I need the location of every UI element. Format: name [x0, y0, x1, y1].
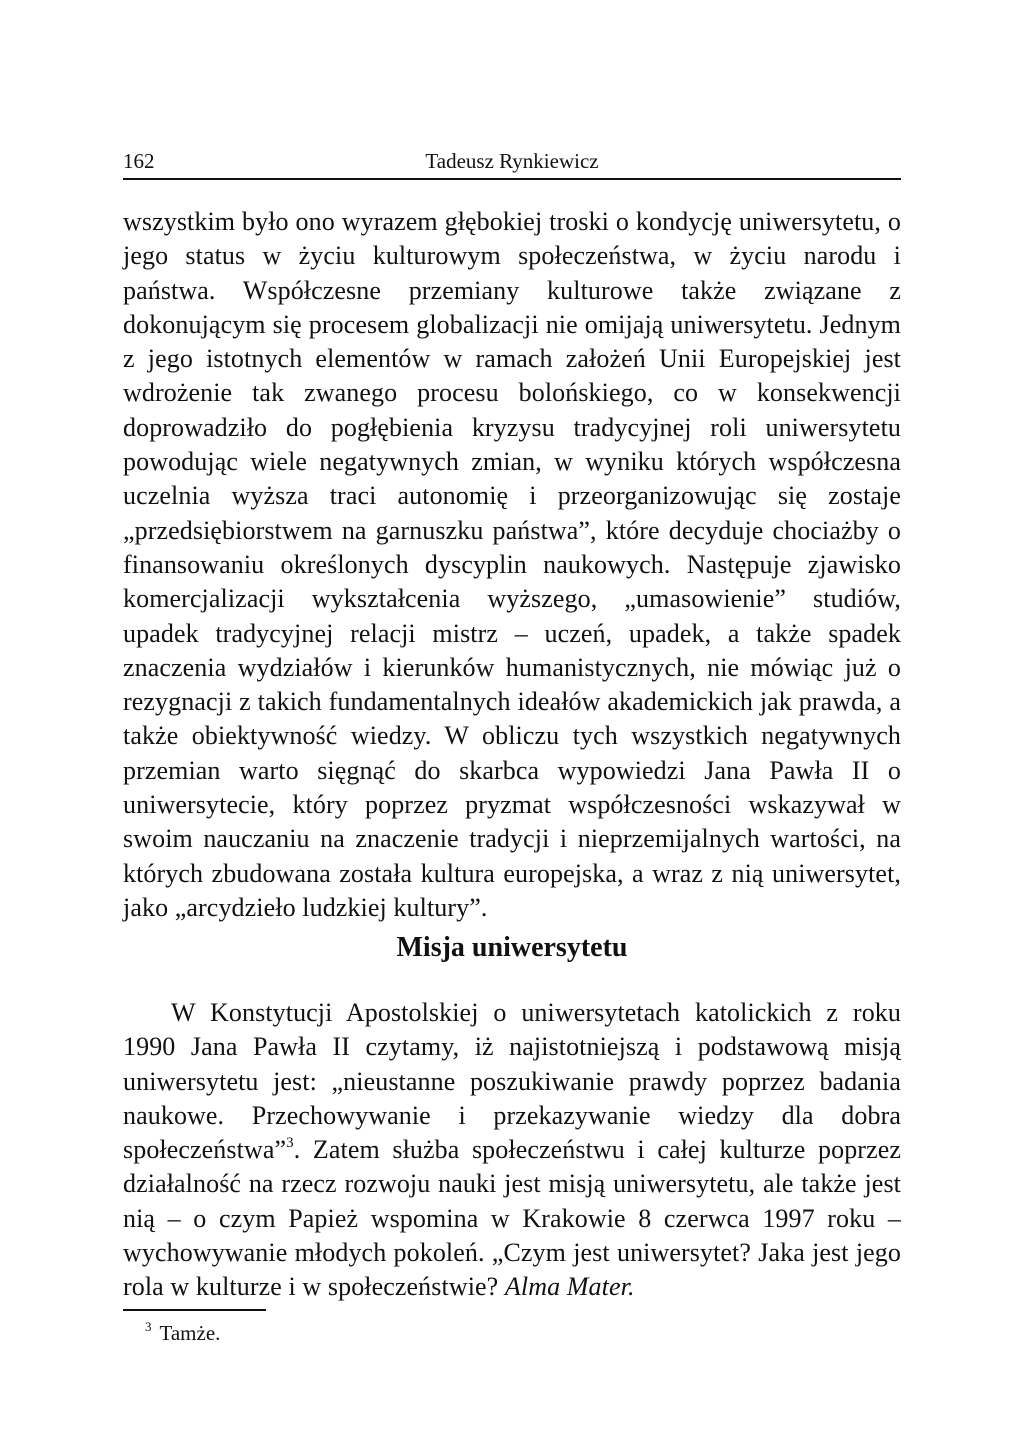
section-heading: Misja uniwersytetu	[396, 932, 628, 963]
running-head-author: Tadeusz Rynkiewicz	[425, 149, 599, 173]
document-page	[123, 0, 901, 1447]
page-number: 162	[123, 149, 155, 173]
footnote	[145, 1318, 220, 1348]
footnote-reference[interactable]: 3	[286, 1135, 294, 1152]
footnote-text: Tamże.	[159, 1321, 221, 1345]
header-rule	[123, 178, 901, 180]
footnote-separator	[123, 1309, 266, 1311]
footnote-number: 3	[145, 1319, 152, 1334]
italic-text: Alma Mater.	[504, 1272, 635, 1302]
body-paragraph: wszystkim było ono wyrazem głębokiej troski o kondycję uniwersytetu, o jego status w życiu kulturowym społeczeństwa, w życiu narodu i państwa. Współczesne przemiany kulturowe także związane z dokonującym się procesem globalizacji nie omijają uniwersytetu. Jednym z jego istotnych elementów w ramach założeń Unii Europejskiej jest wdrożenie tak zwanego procesu bolońskiego, co w konsekwencji doprowadziło do pogłębienia kryzysu tradycyjnej roli uniwersytetu powodując wiele negatywnych zmian, w wyniku których współczesna uczelnia wyższa traci autonomię i przeorganizowując się zostaje „przedsiębiorstwem na garnuszku państwa”, które decyduje chociażby o finansowaniu określonych dyscyplin naukowych. Następuje zjawisko komercjalizacji wykształcenia wyższego, „umasowienie” studiów, upadek tradycyjnej relacji mistrz – uczeń, upadek, a także spadek znaczenia wydziałów i kierunków humanistycznych, nie mówiąc już o rezygnacji z takich fundamentalnych ideałów akademickich jak prawda, a także obiektywność wiedzy. W obliczu tych wszystkich negatywnych przemian warto sięgnąć do skarbca wypowiedzi Jana Pawła II o uniwersytecie, który poprzez pryzmat współczesności wskazywał w swoim nauczaniu na znaczenie tradycji i nieprzemijalnych wartości, na których zbudowana została kultura europejska, a wraz z nią uniwersytet, jako „arcydzieło ludzkiej kultury”.	[123, 207, 901, 922]
body-paragraph	[123, 996, 901, 1305]
paragraph-text: W Konstytucji Apostolskiej o uniwersytetach katolickich z roku 1990 Jana Pawła II czytamy, iż najistotniejszą i podstawową misją uniwersytetu jest: „nieustanne poszukiwanie prawdy poprzez badania naukowe. Przechowywanie i przekazywanie wiedzy dla dobra społeczeństwa”	[123, 998, 901, 1165]
running-head	[123, 146, 901, 176]
paragraph-text: . Zatem służba społeczeństwu i całej kulturze poprzez działalność na rzecz rozwoju nauki jest misją uniwersytetu, ale także jest nią – o czym Papież wspomina w Krakowie 8 czerwca 1997 roku – wychowywanie młodych pokoleń. „Czym jest uniwersytet? Jaka jest jego rola w kulturze i w społeczeństwie?	[123, 1135, 901, 1302]
